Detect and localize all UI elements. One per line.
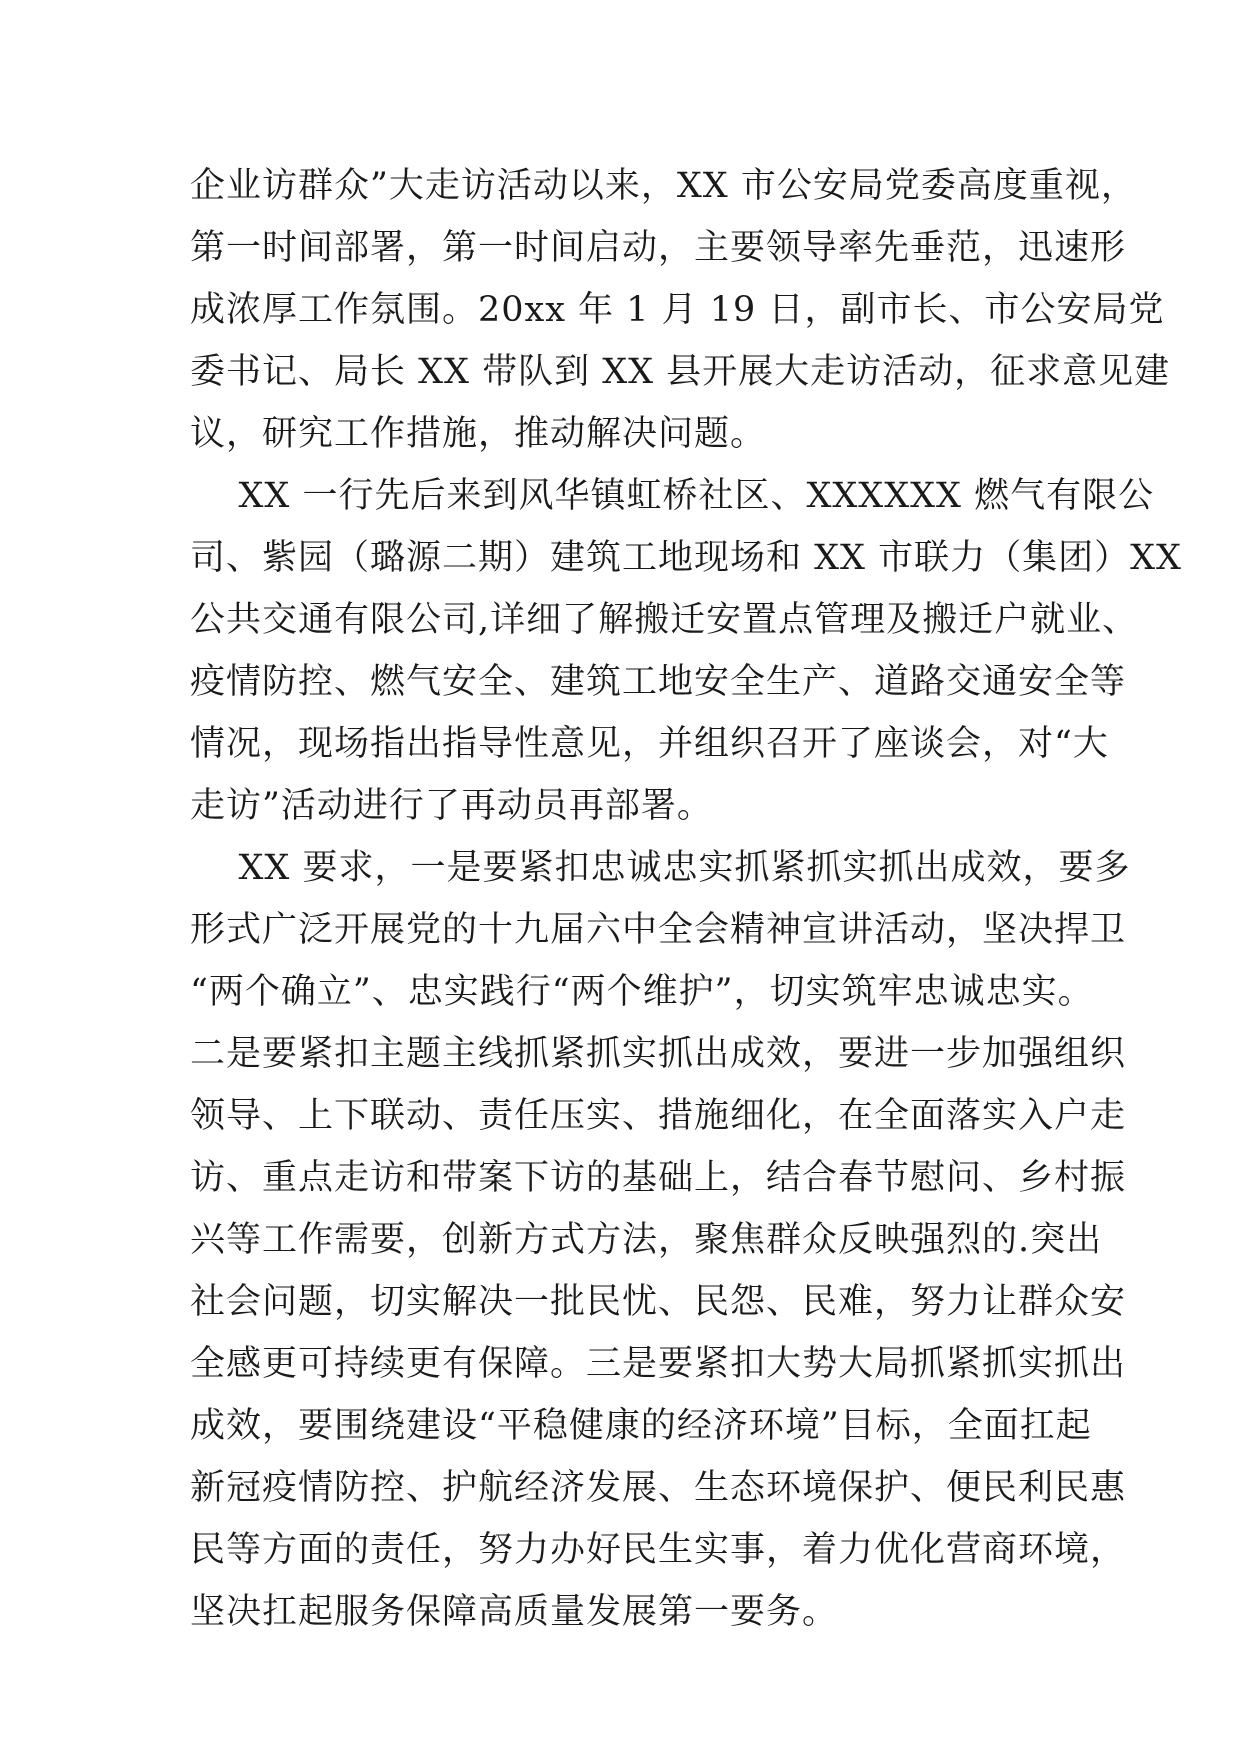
paragraph-1 (190, 155, 1171, 465)
text-line: 社会问题，切实解决一批民忧、民怨、民难，努力让群众安 (190, 1282, 1127, 1322)
text-line: 公共交通有限公司,详细了解搬迁安置点管理及搬迁户就业、 (190, 600, 1139, 640)
text-line: 民等方面的责任，努力办好民生实事，着力优化营商环境， (190, 1530, 1127, 1570)
text-line: 成效，要围绕建设“平稳健康的经济环境”目标，全面扛起 (190, 1406, 1092, 1446)
text-line: 司、紫园（璐源二期）建筑工地现场和 XX 市联力（集团）XX (190, 538, 1182, 578)
text-line: 企业访群众”大走访活动以来，XX 市公安局党委高度重视， (190, 166, 1137, 206)
text-line: 走访”活动进行了再动员再部署。 (190, 786, 713, 826)
text-line: 新冠疫情防控、护航经济发展、生态环境保护、便民利民惠 (190, 1468, 1127, 1508)
text-line: 访、重点走访和带案下访的基础上，结合春节慰问、乡村振 (190, 1158, 1127, 1198)
text-line: “两个确立”、忠实践行“两个维护”，切实筑牢忠诚忠实。 (190, 972, 1094, 1012)
text-line: 领导、上下联动、责任压实、措施细化，在全面落实入户走 (190, 1096, 1127, 1136)
text-line: 形式广泛开展党的十九届六中全会精神宣讲活动，坚决捍卫 (190, 910, 1127, 950)
text-line: 坚决扛起服务保障高质量发展第一要务。 (190, 1592, 839, 1632)
text-line: 情况，现场指出指导性意见，并组织召开了座谈会，对“大 (190, 724, 1109, 764)
paragraph-3 (190, 837, 1131, 1643)
text-line: 全感更可持续更有保障。三是要紧扣大势大局抓紧抓实抓出 (190, 1344, 1127, 1384)
text-line: XX 一行先后来到风华镇虹桥社区、XXXXXX 燃气有限公 (190, 476, 1155, 516)
text-line: 议，研究工作措施，推动解决问题。 (190, 414, 767, 454)
text-line: XX 要求，一是要紧扣忠诚忠实抓紧抓实抓出成效，要多 (190, 848, 1131, 888)
text-line: 委书记、局长 XX 带队到 XX 县开展大走访活动，征求意见建 (190, 352, 1171, 392)
text-line: 疫情防控、燃气安全、建筑工地安全生产、道路交通安全等 (190, 662, 1127, 702)
document-body (190, 155, 1182, 1643)
text-line: 成浓厚工作氛围。20xx 年 1 月 19 日，副市长、市公安局党 (190, 290, 1165, 330)
text-line: 兴等工作需要，创新方式方法，聚焦群众反映强烈的.突出 (190, 1220, 1103, 1260)
text-line: 二是要紧扣主题主线抓紧抓实抓出成效，要进一步加强组织 (190, 1034, 1127, 1074)
paragraph-2 (190, 465, 1182, 837)
text-line: 第一时间部署，第一时间启动，主要领导率先垂范，迅速形 (190, 228, 1127, 268)
